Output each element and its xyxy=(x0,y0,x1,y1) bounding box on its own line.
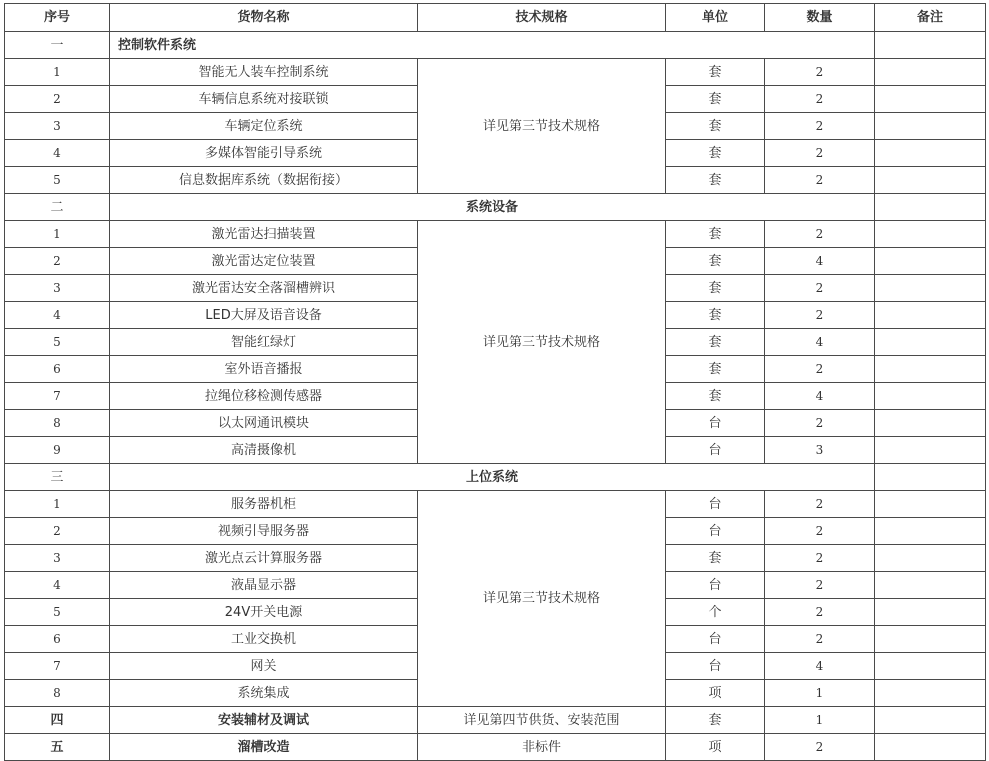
section-title: 上位系统 xyxy=(110,464,875,491)
item-unit: 套 xyxy=(666,383,765,410)
item-qty: 1 xyxy=(765,680,875,707)
item-name: 激光点云计算服务器 xyxy=(110,545,418,572)
item-name: 系统集成 xyxy=(110,680,418,707)
item-remark xyxy=(875,437,986,464)
item-unit: 台 xyxy=(666,437,765,464)
item-number: 4 xyxy=(5,572,110,599)
item-name: 24V开关电源 xyxy=(110,599,418,626)
item-remark xyxy=(875,653,986,680)
table-row xyxy=(5,59,986,86)
section-remark xyxy=(875,464,986,491)
item-unit: 套 xyxy=(666,86,765,113)
footer-row xyxy=(5,707,986,734)
item-number: 5 xyxy=(5,329,110,356)
item-number: 5 xyxy=(5,599,110,626)
section-row xyxy=(5,464,986,491)
item-number: 3 xyxy=(5,545,110,572)
item-number: 1 xyxy=(5,491,110,518)
footer-unit: 项 xyxy=(666,734,765,761)
table-row xyxy=(5,221,986,248)
item-qty: 2 xyxy=(765,410,875,437)
section-row xyxy=(5,32,986,59)
item-unit: 台 xyxy=(666,626,765,653)
item-unit: 套 xyxy=(666,221,765,248)
item-remark xyxy=(875,302,986,329)
item-number: 4 xyxy=(5,140,110,167)
item-qty: 2 xyxy=(765,302,875,329)
header-no: 序号 xyxy=(5,4,110,32)
goods-list-table xyxy=(4,3,986,761)
header-remark: 备注 xyxy=(875,4,986,32)
section-row xyxy=(5,194,986,221)
header-name: 货物名称 xyxy=(110,4,418,32)
item-name: 高清摄像机 xyxy=(110,437,418,464)
item-number: 5 xyxy=(5,167,110,194)
item-unit: 套 xyxy=(666,356,765,383)
item-unit: 台 xyxy=(666,491,765,518)
item-number: 2 xyxy=(5,518,110,545)
item-qty: 4 xyxy=(765,383,875,410)
item-number: 2 xyxy=(5,248,110,275)
item-unit: 台 xyxy=(666,518,765,545)
header-spec: 技术规格 xyxy=(418,4,666,32)
item-unit: 项 xyxy=(666,680,765,707)
item-remark xyxy=(875,599,986,626)
item-remark xyxy=(875,572,986,599)
item-number: 1 xyxy=(5,221,110,248)
header-unit: 单位 xyxy=(666,4,765,32)
item-spec: 详见第三节技术规格 xyxy=(418,491,666,707)
item-name: 多媒体智能引导系统 xyxy=(110,140,418,167)
footer-number: 四 xyxy=(5,707,110,734)
item-unit: 套 xyxy=(666,275,765,302)
item-qty: 2 xyxy=(765,518,875,545)
footer-unit: 套 xyxy=(666,707,765,734)
item-name: 服务器机柜 xyxy=(110,491,418,518)
item-remark xyxy=(875,59,986,86)
item-qty: 2 xyxy=(765,572,875,599)
item-name: 激光雷达扫描装置 xyxy=(110,221,418,248)
item-name: 液晶显示器 xyxy=(110,572,418,599)
item-remark xyxy=(875,86,986,113)
section-number: 一 xyxy=(5,32,110,59)
section-number: 二 xyxy=(5,194,110,221)
item-name: 智能红绿灯 xyxy=(110,329,418,356)
item-remark xyxy=(875,275,986,302)
item-remark xyxy=(875,221,986,248)
item-name: 以太网通讯模块 xyxy=(110,410,418,437)
item-remark xyxy=(875,113,986,140)
footer-remark xyxy=(875,734,986,761)
item-qty: 2 xyxy=(765,140,875,167)
item-number: 7 xyxy=(5,653,110,680)
item-qty: 2 xyxy=(765,491,875,518)
item-number: 6 xyxy=(5,356,110,383)
section-remark xyxy=(875,194,986,221)
footer-number: 五 xyxy=(5,734,110,761)
item-spec: 详见第三节技术规格 xyxy=(418,59,666,194)
item-unit: 台 xyxy=(666,572,765,599)
item-unit: 套 xyxy=(666,140,765,167)
item-remark xyxy=(875,410,986,437)
footer-qty: 2 xyxy=(765,734,875,761)
item-name: 信息数据库系统（数据衔接） xyxy=(110,167,418,194)
item-remark xyxy=(875,383,986,410)
item-unit: 个 xyxy=(666,599,765,626)
header-qty: 数量 xyxy=(765,4,875,32)
item-qty: 2 xyxy=(765,626,875,653)
item-qty: 2 xyxy=(765,113,875,140)
item-remark xyxy=(875,680,986,707)
section-remark xyxy=(875,32,986,59)
item-name: 激光雷达安全落溜槽辨识 xyxy=(110,275,418,302)
item-name: 激光雷达定位装置 xyxy=(110,248,418,275)
item-unit: 套 xyxy=(666,167,765,194)
table-row xyxy=(5,491,986,518)
item-number: 6 xyxy=(5,626,110,653)
item-qty: 2 xyxy=(765,167,875,194)
item-spec: 详见第三节技术规格 xyxy=(418,221,666,464)
table-body xyxy=(5,32,986,761)
item-remark xyxy=(875,545,986,572)
item-name: LED大屏及语音设备 xyxy=(110,302,418,329)
item-name: 车辆定位系统 xyxy=(110,113,418,140)
item-unit: 套 xyxy=(666,329,765,356)
item-unit: 台 xyxy=(666,410,765,437)
item-number: 3 xyxy=(5,275,110,302)
item-qty: 2 xyxy=(765,59,875,86)
item-remark xyxy=(875,329,986,356)
item-number: 9 xyxy=(5,437,110,464)
item-unit: 套 xyxy=(666,59,765,86)
item-name: 车辆信息系统对接联锁 xyxy=(110,86,418,113)
item-name: 工业交换机 xyxy=(110,626,418,653)
item-remark xyxy=(875,248,986,275)
footer-name: 安装辅材及调试 xyxy=(110,707,418,734)
item-number: 1 xyxy=(5,59,110,86)
footer-spec: 详见第四节供货、安装范围 xyxy=(418,707,666,734)
footer-name: 溜槽改造 xyxy=(110,734,418,761)
footer-qty: 1 xyxy=(765,707,875,734)
item-remark xyxy=(875,626,986,653)
item-qty: 2 xyxy=(765,221,875,248)
item-qty: 2 xyxy=(765,275,875,302)
section-number: 三 xyxy=(5,464,110,491)
item-remark xyxy=(875,140,986,167)
item-qty: 2 xyxy=(765,86,875,113)
section-title: 系统设备 xyxy=(110,194,875,221)
item-unit: 套 xyxy=(666,248,765,275)
item-qty: 2 xyxy=(765,356,875,383)
footer-remark xyxy=(875,707,986,734)
item-qty: 4 xyxy=(765,329,875,356)
footer-spec: 非标件 xyxy=(418,734,666,761)
item-name: 室外语音播报 xyxy=(110,356,418,383)
item-qty: 3 xyxy=(765,437,875,464)
item-name: 拉绳位移检测传感器 xyxy=(110,383,418,410)
item-number: 8 xyxy=(5,680,110,707)
header-row xyxy=(5,4,986,32)
item-name: 智能无人装车控制系统 xyxy=(110,59,418,86)
item-remark xyxy=(875,167,986,194)
item-remark xyxy=(875,491,986,518)
item-name: 网关 xyxy=(110,653,418,680)
item-number: 7 xyxy=(5,383,110,410)
item-unit: 套 xyxy=(666,113,765,140)
item-unit: 台 xyxy=(666,653,765,680)
section-title: 控制软件系统 xyxy=(110,32,875,59)
item-number: 8 xyxy=(5,410,110,437)
item-number: 4 xyxy=(5,302,110,329)
item-name: 视频引导服务器 xyxy=(110,518,418,545)
item-qty: 2 xyxy=(765,545,875,572)
item-unit: 套 xyxy=(666,545,765,572)
item-unit: 套 xyxy=(666,302,765,329)
item-remark xyxy=(875,356,986,383)
item-qty: 4 xyxy=(765,653,875,680)
item-qty: 4 xyxy=(765,248,875,275)
footer-row xyxy=(5,734,986,761)
item-qty: 2 xyxy=(765,599,875,626)
item-remark xyxy=(875,518,986,545)
item-number: 2 xyxy=(5,86,110,113)
item-number: 3 xyxy=(5,113,110,140)
